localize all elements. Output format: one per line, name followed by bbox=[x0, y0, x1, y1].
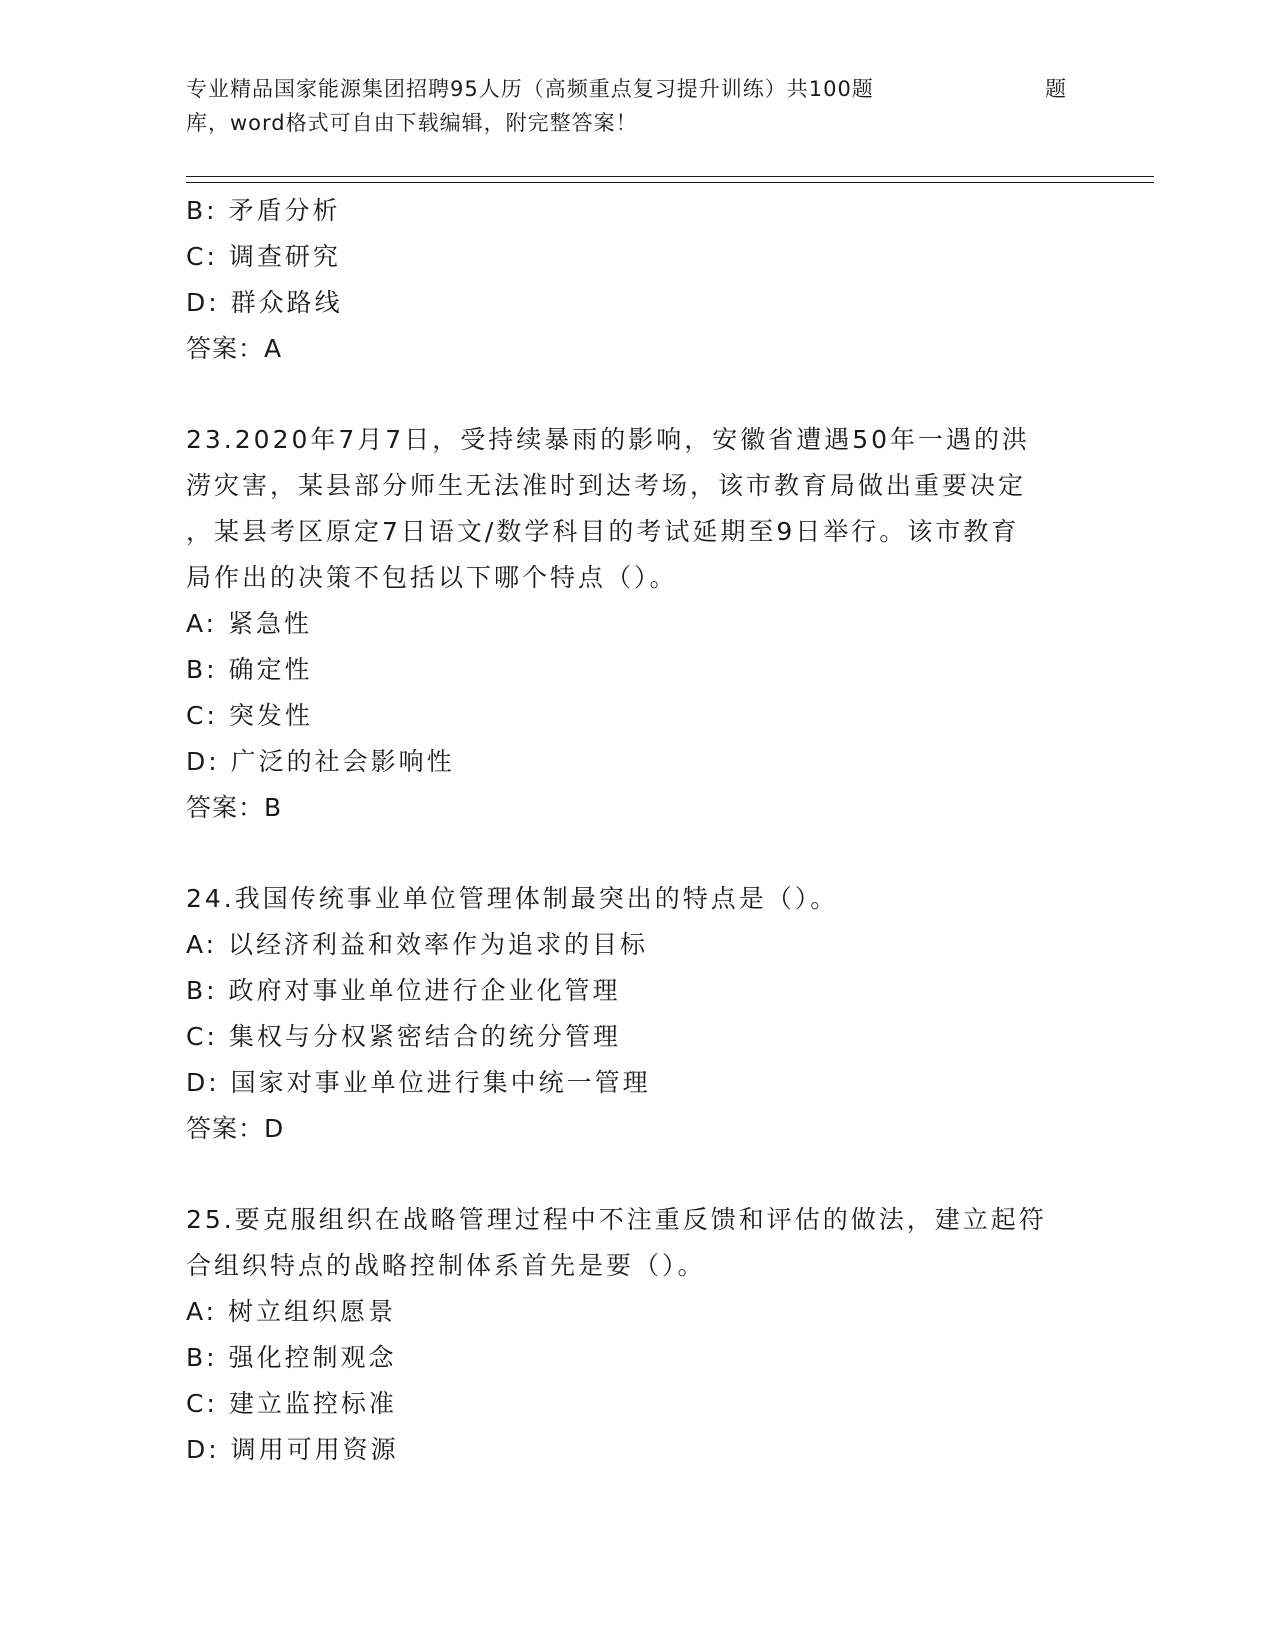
header-title-line-2: 库，word格式可自由下载编辑，附完整答案！ bbox=[186, 111, 638, 135]
option-d: D: 群众路线 bbox=[186, 288, 343, 317]
option-c: C: 建立监控标准 bbox=[186, 1389, 397, 1418]
question-text-line: 合组织特点的战略控制体系首先是要（）。 bbox=[186, 1251, 706, 1280]
option-a: A: 紧急性 bbox=[186, 609, 313, 638]
header-divider-top bbox=[186, 176, 1154, 177]
question-text-line: 23.2020年7月7日，受持续暴雨的影响，安徽省遭遇50年一遇的洪 bbox=[186, 425, 1031, 454]
option-a: A: 以经济利益和效率作为追求的目标 bbox=[186, 930, 649, 959]
question-24 bbox=[186, 876, 1086, 1152]
page-header bbox=[186, 72, 1086, 140]
option-d: D: 国家对事业单位进行集中统一管理 bbox=[186, 1068, 651, 1097]
option-c: C: 集权与分权紧密结合的统分管理 bbox=[186, 1022, 621, 1051]
option-a: A: 树立组织愿景 bbox=[186, 1297, 397, 1326]
question-text-line: ，某县考区原定7日语文/数学科目的考试延期至9日举行。该市教育 bbox=[186, 517, 1020, 546]
option-c: C: 调查研究 bbox=[186, 242, 341, 271]
question-text-line: 25.要克服组织在战略管理过程中不注重反馈和评估的做法，建立起符 bbox=[186, 1205, 1047, 1234]
option-b: B: 政府对事业单位进行企业化管理 bbox=[186, 976, 621, 1005]
spacer bbox=[186, 372, 1086, 417]
question-22-tail bbox=[186, 188, 1086, 372]
option-c: C: 突发性 bbox=[186, 701, 313, 730]
header-title-line-1: 专业精品国家能源集团招聘95人历（高频重点复习提升训练）共100题 bbox=[186, 77, 874, 101]
answer-line: 答案：D bbox=[186, 1114, 285, 1143]
option-b: B: 确定性 bbox=[186, 655, 313, 684]
header-divider-bottom bbox=[186, 182, 1154, 183]
document-body bbox=[186, 188, 1086, 1473]
option-d: D: 调用可用资源 bbox=[186, 1435, 399, 1464]
spacer bbox=[186, 1152, 1086, 1197]
question-text-line: 局作出的决策不包括以下哪个特点（）。 bbox=[186, 563, 678, 592]
spacer bbox=[186, 831, 1086, 876]
question-25 bbox=[186, 1197, 1086, 1473]
option-b: B: 矛盾分析 bbox=[186, 196, 341, 225]
header-side-text: 题 bbox=[1045, 77, 1066, 101]
answer-line: 答案：B bbox=[186, 793, 283, 822]
answer-line: 答案：A bbox=[186, 334, 283, 363]
option-d: D: 广泛的社会影响性 bbox=[186, 747, 455, 776]
question-23 bbox=[186, 417, 1086, 831]
option-b: B: 强化控制观念 bbox=[186, 1343, 397, 1372]
question-text-line: 涝灾害，某县部分师生无法准时到达考场，该市教育局做出重要决定 bbox=[186, 471, 1027, 500]
question-text-line: 24.我国传统事业单位管理体制最突出的特点是（）。 bbox=[186, 884, 839, 913]
